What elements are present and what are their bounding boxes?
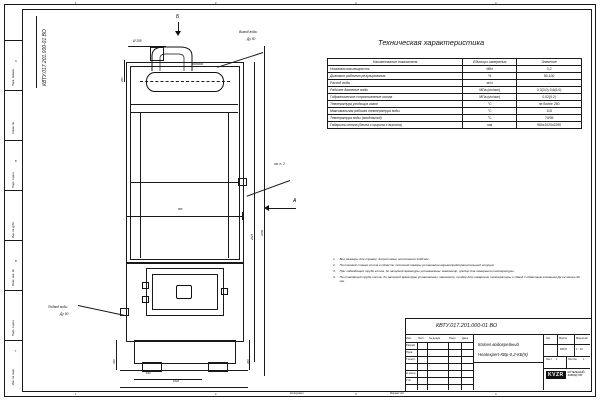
table-row (328, 66, 582, 73)
stamp-row-line-6 (405, 377, 473, 378)
stamp-row-line-1 (405, 342, 473, 343)
dim-1020-line (120, 387, 248, 388)
stamp-sheets-value: 1 (583, 358, 585, 361)
stamp-divider-vertical-2 (543, 334, 544, 390)
spec-row-1-unit: % (463, 73, 517, 80)
spec-row-4-value: 0,02(0,2) (517, 94, 582, 101)
dim-265-line (124, 60, 125, 82)
spec-row-5-name: Температура уходящих газов (328, 101, 463, 108)
water-outlet-label: Вывод воды (239, 30, 257, 34)
stamp-row-line-7 (405, 384, 473, 385)
table-row (328, 80, 582, 87)
sheet-index-2-top: 2 (215, 2, 217, 5)
section-mark-a: А (293, 198, 297, 204)
stamp-sheet-col (566, 356, 567, 368)
sheet-letter-a: A (15, 60, 17, 63)
spec-row-0-unit: МВт (463, 66, 517, 73)
label-inv-dupl: Инв. № дубл. (12, 221, 15, 238)
dim-865-ext-r (242, 212, 243, 220)
spec-row-8-name: Габариты котла (длина х ширина х высота) (328, 122, 463, 129)
stamp-role-0: Разраб. (406, 344, 416, 347)
stamp-row-line-3 (405, 356, 473, 357)
water-outlet-sub: Ду 50 (247, 37, 256, 41)
note-2-number: 2. (333, 262, 336, 267)
boiler-upper-drum (146, 72, 224, 92)
stamp-product-line-1: Котел водогрейный (478, 342, 519, 347)
spec-row-4-name: Гидравлическое сопротивление котла (328, 94, 463, 101)
company-logo-mark: KVZR (548, 372, 564, 378)
spec-row-7-unit: °С (463, 115, 517, 122)
spec-row-2-name: Расход воды (328, 80, 463, 87)
boiler-base-frame (134, 340, 236, 364)
dim-350-line (116, 340, 117, 370)
note-1-text: Все размеры для справок; допустимые отклонения ±100 мм. (339, 257, 430, 261)
spec-row-3-value: 0,3(3,0)-0,6(6,0) (517, 87, 582, 94)
stamp-col-line-3 (448, 342, 449, 390)
dim-300-line (249, 340, 250, 370)
stamp-row-line-5 (405, 370, 473, 371)
section-arrow-b-head (175, 31, 181, 36)
margin-divider (4, 40, 22, 41)
water-inlet-nozzle (120, 308, 129, 316)
flue-diameter-label: Ø 250 (133, 39, 142, 43)
sheet-index-3-top: 3 (355, 2, 357, 5)
spec-row-1-name: Диапазон рабочего регулирования (328, 73, 463, 80)
sheet-letter-v: В (15, 260, 17, 263)
stamp-col-line-1 (417, 342, 418, 390)
spec-row-7-value: 70/95 (517, 115, 582, 122)
stamp-col-dokum: № докум. (429, 337, 441, 340)
stamp-mass-value: 669,8 (560, 348, 567, 351)
stamp-col-izm: Изм. (406, 337, 412, 340)
spec-row-3-unit: МПа (кгс/см²) (463, 87, 517, 94)
note-3-text: При подводящей трубе котла, до запорной арматуры установлены: манометр, прибор для измерения температуры. (339, 268, 515, 273)
stamp-lit-label: Лит. (546, 337, 551, 340)
dim-633: 633 (146, 372, 151, 375)
note-2-text: На пожовой стенке котла в области топочной камеры установлен взрывопредохранительный штуцер. (339, 262, 495, 267)
sheet-index-4-top: 4 (495, 2, 497, 5)
spec-table (327, 58, 582, 129)
boiler-body-inner (130, 66, 240, 260)
margin-divider (4, 140, 22, 141)
side-nozzle (238, 178, 247, 186)
dim-265: 265 (121, 77, 124, 82)
table-row (328, 87, 582, 94)
designation-underline (36, 16, 37, 88)
label-ref-no: Справ. № (12, 121, 15, 134)
stamp-lit-col-2 (574, 334, 575, 356)
drum-centerline (140, 81, 230, 82)
spec-row-6-value: 115 (517, 108, 582, 115)
copy-label: Копировал (290, 392, 304, 395)
dim-865-line (126, 216, 242, 217)
dim-865-ext-l (126, 212, 127, 220)
stamp-scale-value: 1 : 10 (576, 348, 583, 351)
stamp-role-2: Т.контр. (406, 358, 416, 361)
dim-865: 865 (178, 208, 183, 211)
spec-row-1-value: 50-100 (517, 73, 582, 80)
sheet-letter-b: Б (15, 160, 17, 163)
table-row (328, 108, 582, 115)
spec-row-2-unit: м³/ч (463, 80, 517, 87)
stamp-sheet-divider (543, 368, 590, 369)
margin-divider (4, 90, 22, 91)
dim-2290-line (264, 46, 265, 376)
sheet-index-1: 1 (75, 393, 77, 396)
margin-divider (4, 240, 22, 241)
stamp-col-list: Лист (418, 337, 424, 340)
boiler-internal-line-2 (130, 112, 238, 113)
stamp-role-5: Утв. (406, 379, 412, 382)
dim-2025: 2025 (251, 234, 254, 240)
see-note-2-label: см. п. 2 (274, 162, 285, 166)
label-sign-date-2: Подп. и дата (12, 320, 15, 336)
stamp-col-podp: Подп. (449, 337, 457, 340)
boiler-internal-vline-2 (228, 112, 229, 258)
spec-row-5-value: не более 250 (517, 101, 582, 108)
boiler-internal-line-3 (130, 182, 238, 183)
stamp-divider-designation (405, 334, 590, 335)
label-inv-podl: Инв. № подл. (12, 368, 15, 385)
spec-row-3-name: Рабочее давление воды (328, 87, 463, 94)
sheet-index-1-top: 1 (75, 2, 77, 5)
spec-row-5-unit: °С (463, 101, 517, 108)
note-1-number: 1. (333, 257, 336, 261)
spec-row-6-unit: °С (463, 108, 517, 115)
boiler-internal-line-1 (130, 104, 238, 105)
stamp-sheet-value: 1 (556, 358, 558, 361)
stamp-mass-label: Масса (559, 337, 567, 340)
stamp-row-line-2 (405, 349, 473, 350)
table-row (328, 115, 582, 122)
spec-row-8-unit: мм (463, 122, 517, 129)
spec-row-4-unit: МПа (кгс/см²) (463, 94, 517, 101)
spec-title: Техническая характеристика (378, 38, 485, 47)
dim-300: 300 (247, 359, 250, 364)
margin-divider (4, 190, 22, 191)
spec-header-units: Единицы измерения (463, 59, 517, 66)
section-arrow-a-stem (268, 208, 296, 209)
stamp-lit-divider (543, 344, 590, 345)
dim-2290: 2290 (261, 230, 264, 236)
section-mark-b: Б (176, 14, 180, 20)
sheet-index-3: 3 (355, 393, 357, 396)
stamp-row-line-4 (405, 363, 473, 364)
table-row (328, 122, 582, 129)
margin-divider (4, 290, 22, 291)
stamp-scale-label: Масштаб (576, 337, 588, 340)
stamp-product-divider (473, 362, 543, 363)
base-line (120, 370, 248, 371)
boiler-internal-vline-1 (140, 112, 141, 258)
water-inlet-sub: Ду 50 (60, 312, 69, 316)
label-vzam-inv: Взам. инв. № (12, 269, 15, 286)
spec-row-2-value: - (517, 80, 582, 87)
note-3-number: 3. (333, 268, 336, 273)
stamp-designation: КВТУ.017.201.000-01 ВО (436, 323, 498, 329)
boiler-lower-body (126, 262, 244, 342)
table-row (328, 94, 582, 101)
spec-row-6-name: Максимальная рабочая температура воды (328, 108, 463, 115)
stamp-col-line-4 (461, 342, 462, 390)
stamp-role-1: Пров. (406, 351, 414, 354)
format-label: Формат A3 (390, 392, 404, 395)
spec-row-8-value: 960х1020х2290 (517, 122, 582, 129)
spec-header-name: Наименование показателя (328, 59, 463, 66)
stamp-col-data: Дата (462, 337, 468, 340)
stamp-role-4: Н.контр. (406, 372, 417, 375)
sheet-index-4: 4 (495, 393, 497, 396)
stamp-product-line-2: Heatexpert-КВр-0,2-КБ(К) (478, 352, 528, 357)
spec-row-7-name: Температура воды (вход/выход) (328, 115, 463, 122)
dim-350: 350 (113, 359, 116, 364)
spec-row-0-name: Номинальная мощность (328, 66, 463, 73)
sheet-index-2: 2 (215, 393, 217, 396)
sheet-letter-g: Г (15, 350, 17, 353)
company-name-line-1: КОТЕЛЬНЫЙ (567, 371, 585, 375)
notes-block (333, 258, 583, 284)
margin-divider (4, 340, 22, 341)
stamp-lit-col-1 (557, 334, 558, 356)
dim-1020: 1020 (173, 380, 179, 383)
company-name-line-2: ЗАВОД УЗР (567, 374, 583, 377)
stamp-sheet-label: Лист (546, 358, 552, 361)
stamp-lit-divider-2 (543, 356, 590, 357)
water-inlet-label: Подвод воды (48, 305, 68, 309)
stamp-col-line-2 (427, 342, 428, 390)
spec-header-value: Значение (517, 59, 582, 66)
note-4-number: 4. (333, 274, 336, 279)
company-logo (546, 371, 584, 379)
drawing-designation-vertical: КВТУ.017.201.000-01 ВО (42, 29, 48, 86)
table-row (328, 101, 582, 108)
spec-header-row (328, 59, 582, 66)
label-first-use: Перв. примен. (12, 68, 15, 86)
spec-row-0-value: 0,2 (517, 66, 582, 73)
table-row (328, 73, 582, 80)
label-sign-date: Подп. и дата (12, 172, 15, 188)
stamp-sheets-label: Листов (568, 358, 577, 361)
dim-633-line (134, 379, 202, 380)
note-4-text: На отводящей трубе котла, до запорной арматуры установлены: манометр, прибор для измерения температуры и обвод с обратным клапаном Ду не менее 40 мм. (339, 274, 580, 283)
dim-2025-line (254, 62, 255, 362)
